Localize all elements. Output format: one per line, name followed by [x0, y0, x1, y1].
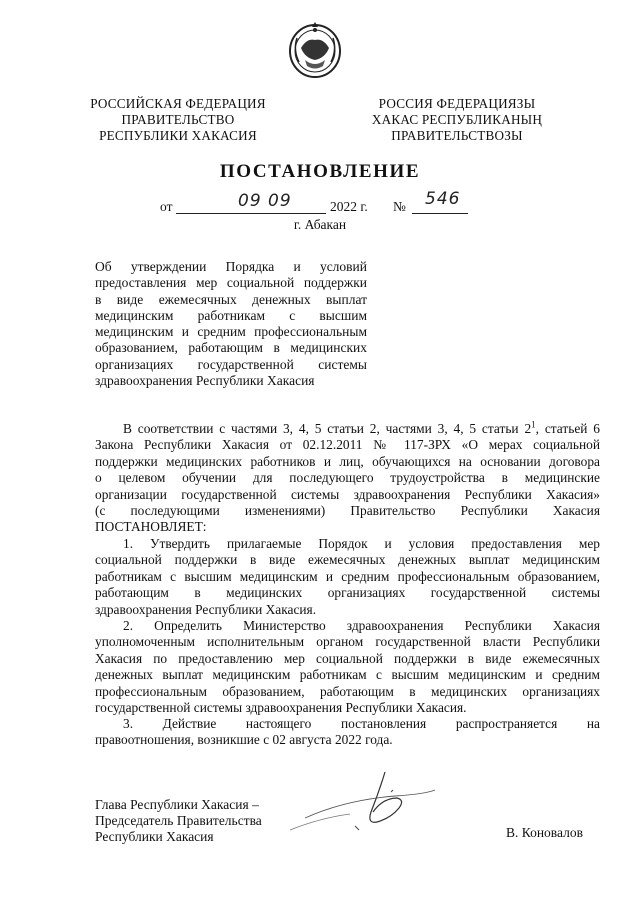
header-right-line: ПРАВИТЕЛЬСТВОЗЫ	[391, 128, 523, 143]
handwritten-signature	[285, 770, 485, 840]
clause-line: Хакасия по предоставлению мер социальной поддержки в виде ежемесячных	[95, 650, 600, 666]
clause-line: профессиональным образованием, работающим в медицинских организациях	[95, 683, 600, 699]
coat-of-arms-icon	[287, 18, 343, 80]
clause-1	[95, 536, 600, 618]
document-title: ПОСТАНОВЛЕНИЕ	[219, 161, 421, 182]
date-prefix: от	[160, 199, 173, 214]
preamble-line: Закона Республики Хакасия от 02.12.2011 № 117-ЗРХ «О мерах социальной	[95, 437, 600, 453]
clause-line: 2. Определить Министерство здравоохранения Республики Хакасия	[123, 618, 600, 633]
preamble-text: , статьей 6	[535, 421, 600, 436]
clause-3	[95, 716, 600, 749]
superscript: 1	[531, 419, 536, 430]
subject-line: здравоохранения Республики Хакасия	[95, 373, 315, 389]
subject-line: предоставления мер социальной поддержки	[95, 275, 367, 291]
preamble-line: поддержки медицинских работников и лиц, обучающихся на основании договора	[95, 453, 600, 469]
preamble-text: В соответствии с частями 3, 4, 5 статьи 2, частями 3, 4, 5 статьи 2	[123, 421, 532, 436]
subject-line: организациях государственной системы	[95, 356, 367, 372]
subject-line: медицинским и средним профессиональным	[95, 324, 367, 340]
preamble	[95, 421, 600, 536]
preamble-line	[95, 421, 600, 437]
date-underline	[176, 213, 326, 214]
clause-line: денежных выплат медицинским работникам с высшим медицинским и средним	[95, 667, 600, 683]
clause-2	[95, 618, 600, 716]
header-right	[352, 96, 562, 144]
preamble-line: организации государственной системы здравоохранения Республики Хакасия»	[95, 486, 600, 502]
position-line: Глава Республики Хакасия –	[95, 797, 259, 812]
header-left-line: РЕСПУБЛИКИ ХАКАСИЯ	[99, 128, 257, 143]
subject-line: образованием, работающим в медицинских	[95, 340, 367, 356]
subject-line: медицинским работникам с высшим	[95, 307, 367, 323]
city: г. Абакан	[293, 217, 347, 232]
document-subject	[95, 259, 367, 389]
date-year: 2022 г.	[330, 199, 368, 214]
clause-line: социальной поддержки в виде ежемесячных денежных выплат медицинским	[95, 552, 600, 568]
header-left-line: РОССИЙСКАЯ ФЕДЕРАЦИЯ	[90, 96, 266, 111]
header-right-line: РОССИЯ ФЕДЕРАЦИЯЗЫ	[378, 96, 536, 111]
clause-line: 1. Утвердить прилагаемые Порядок и условия предоставления мер	[123, 536, 600, 551]
clause-line: правоотношения, возникшие с 02 августа 2022 года.	[95, 732, 393, 748]
clause-line: государственной системы здравоохранения Республики Хакасия.	[95, 700, 467, 716]
handwritten-date: 09 09	[238, 191, 292, 211]
header-left-line: ПРАВИТЕЛЬСТВО	[121, 112, 235, 127]
clause-line: работающим в медицинских организациях государственной системы	[95, 585, 600, 601]
handwritten-number: 546	[425, 189, 461, 209]
position-line: Республики Хакасия	[95, 829, 214, 844]
clause-line: работникам с высшим медицинским и средним профессиональным образованием,	[95, 568, 600, 584]
clause-line: здравоохранения Республики Хакасия.	[95, 601, 317, 617]
signatory-name: В. Коновалов	[506, 825, 583, 840]
number-sign: №	[393, 199, 406, 214]
header-left	[78, 96, 278, 144]
preamble-line: о целевом обучении для последующего трудоустройства в медицинские	[95, 470, 600, 486]
subject-line: в виде ежемесячных денежных выплат	[95, 291, 367, 307]
position-line: Председатель Правительства	[95, 813, 262, 828]
clause-line: уполномоченным исполнительным органом государственной власти Республики	[95, 634, 600, 650]
clause-line: 3. Действие настоящего постановления распространяется на	[123, 716, 600, 731]
header-right-line: ХАКАС РЕСПУБЛИКАНЫҢ	[371, 112, 543, 127]
resolves-word: ПОСТАНОВЛЯЕТ:	[95, 519, 207, 535]
signatory-position	[95, 797, 262, 845]
preamble-line: (с последующими изменениями) Правительство Республики Хакасия	[95, 503, 600, 519]
subject-line: Об утверждении Порядка и условий	[95, 259, 367, 274]
number-underline	[412, 213, 468, 214]
